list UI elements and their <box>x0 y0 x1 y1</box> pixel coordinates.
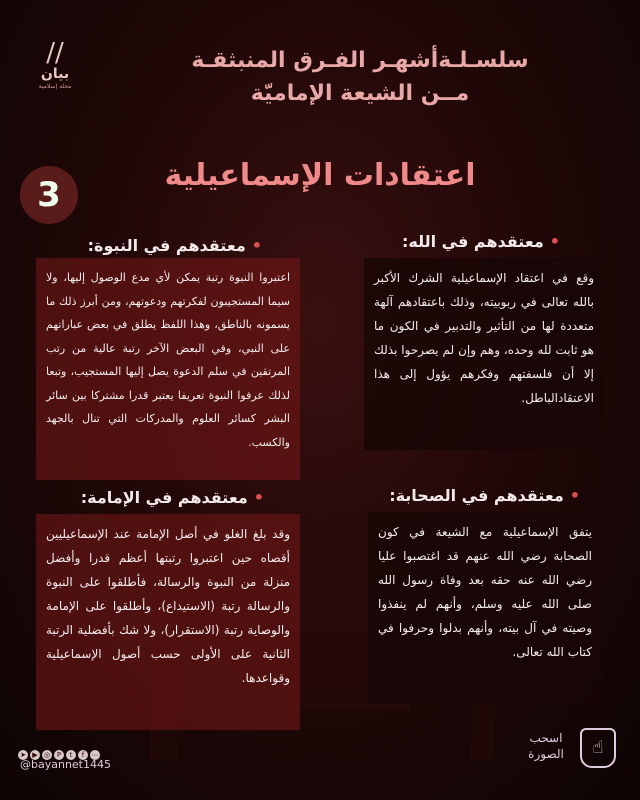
logo-subtitle: مجلة إسلامية <box>38 82 72 90</box>
series-title-line-1: سلسـلـةأشهـر الفـرق المنبثقـة <box>191 48 529 73</box>
series-number-badge: 3 <box>20 166 78 224</box>
logo-mark-icon: // <box>46 38 64 68</box>
section-nubuwwa-box <box>36 258 300 480</box>
bullet-icon: • <box>549 232 560 251</box>
section-sahaba-box <box>368 512 602 704</box>
section-sahaba-body: يتفق الإسماعيلية مع الشيعة في كون الصحابة رضي الله عنهم قد اغتصبوا عليا رضي الله عنه حقه بعد وفاة رسول الله صلى الله عليه وسلم، وأنهم لم ينفذوا وصيته في آل بيته، وأنهم بدلوا وحرفوا في كتاب الله تعالى. <box>378 525 592 659</box>
heading-nubuwwa-text: معتقدهم في النبوة: <box>87 236 246 255</box>
bullet-icon: • <box>253 488 264 507</box>
share-icon[interactable]: ⋯ <box>91 751 99 759</box>
section-allah-body: وقع في اعتقاد الإسماعيلية الشرك الأكبر بالله تعالى في ربوبيته، وذلك باعتقادهم آلهة متعددة لها من التأثير والتدبير في الكون ما هو ثابت لله وحده، وهم وإن لم يصرحوا بذلك إلا أن فلسفتهم وفكرهم يؤول إلى هذا الاعتقادالباطل. <box>374 271 594 405</box>
facebook-icon[interactable]: f <box>78 750 88 760</box>
bullet-icon: • <box>251 236 262 255</box>
swipe-hand-icon: ☝ <box>580 728 616 768</box>
instagram-icon[interactable]: ◎ <box>43 751 51 759</box>
heading-nubuwwa <box>88 236 262 255</box>
social-handle[interactable]: @bayannet1445 <box>20 758 111 771</box>
pinterest-icon[interactable]: P <box>54 750 64 760</box>
heading-sahaba <box>389 486 580 505</box>
series-title-line-2: مــن الشيعة الإماميّة <box>250 81 470 106</box>
section-imama-body: وقد بلغ الغلو في أصل الإمامة عند الإسماعيليين أقصاه حين اعتبروا رتبتها أعظم قدرا وأفضل منزلة من النبوة والرسالة، فأطلقوا على النبوة والرسالة رتبة (الاستيداع)، وأطلقوا على الإمامة والوصاية رتبة (الاستقرار)، ولا شك بأفضلية الرتبة الثانية على الأولى حسب أصول الإسماعيلية وقواعدها. <box>46 527 290 685</box>
heading-allah-text: معتقدهم في الله: <box>401 232 544 251</box>
telegram-icon[interactable]: ➤ <box>18 750 28 760</box>
youtube-icon[interactable]: ▶ <box>30 750 40 760</box>
page-title: اعتقادات الإسماعيلية <box>164 158 476 193</box>
series-title <box>160 44 560 110</box>
swipe-label: اسحب الصورة <box>528 731 564 762</box>
heading-imama-text: معتقدهم في الإمامة: <box>80 488 248 507</box>
heading-imama <box>81 488 264 507</box>
twitter-icon[interactable]: t <box>66 750 76 760</box>
section-nubuwwa-body: اعتبروا النبوة رتبة يمكن لأي مدع الوصول إليها، ولا سيما المستجيبون لفكرتهم ودعوتهم، ومن أبرز ذلك ما يسمونه بالناطق، وهذا اللفظ يطلق في بعض عباراتهم على النبي، وفي البعض الآخر رتبة عالية من رتب المرتقين في سلم الدعوة يصل إليها المستجيب، وتبعا لذلك عرفوا النبوة تعريفا يعتبر قدرا مشتركا بين سائر البشر كسائر العلوم والمدركات التي تنال بالجهد والكسب. <box>46 271 290 449</box>
heading-sahaba-text: معتقدهم في الصحابة: <box>389 486 564 505</box>
heading-allah <box>402 232 560 251</box>
brand-logo <box>24 40 86 100</box>
logo-text: بيان <box>40 66 70 82</box>
bullet-icon: • <box>569 486 580 505</box>
section-imama-box <box>36 514 300 730</box>
section-allah-box <box>364 258 604 450</box>
